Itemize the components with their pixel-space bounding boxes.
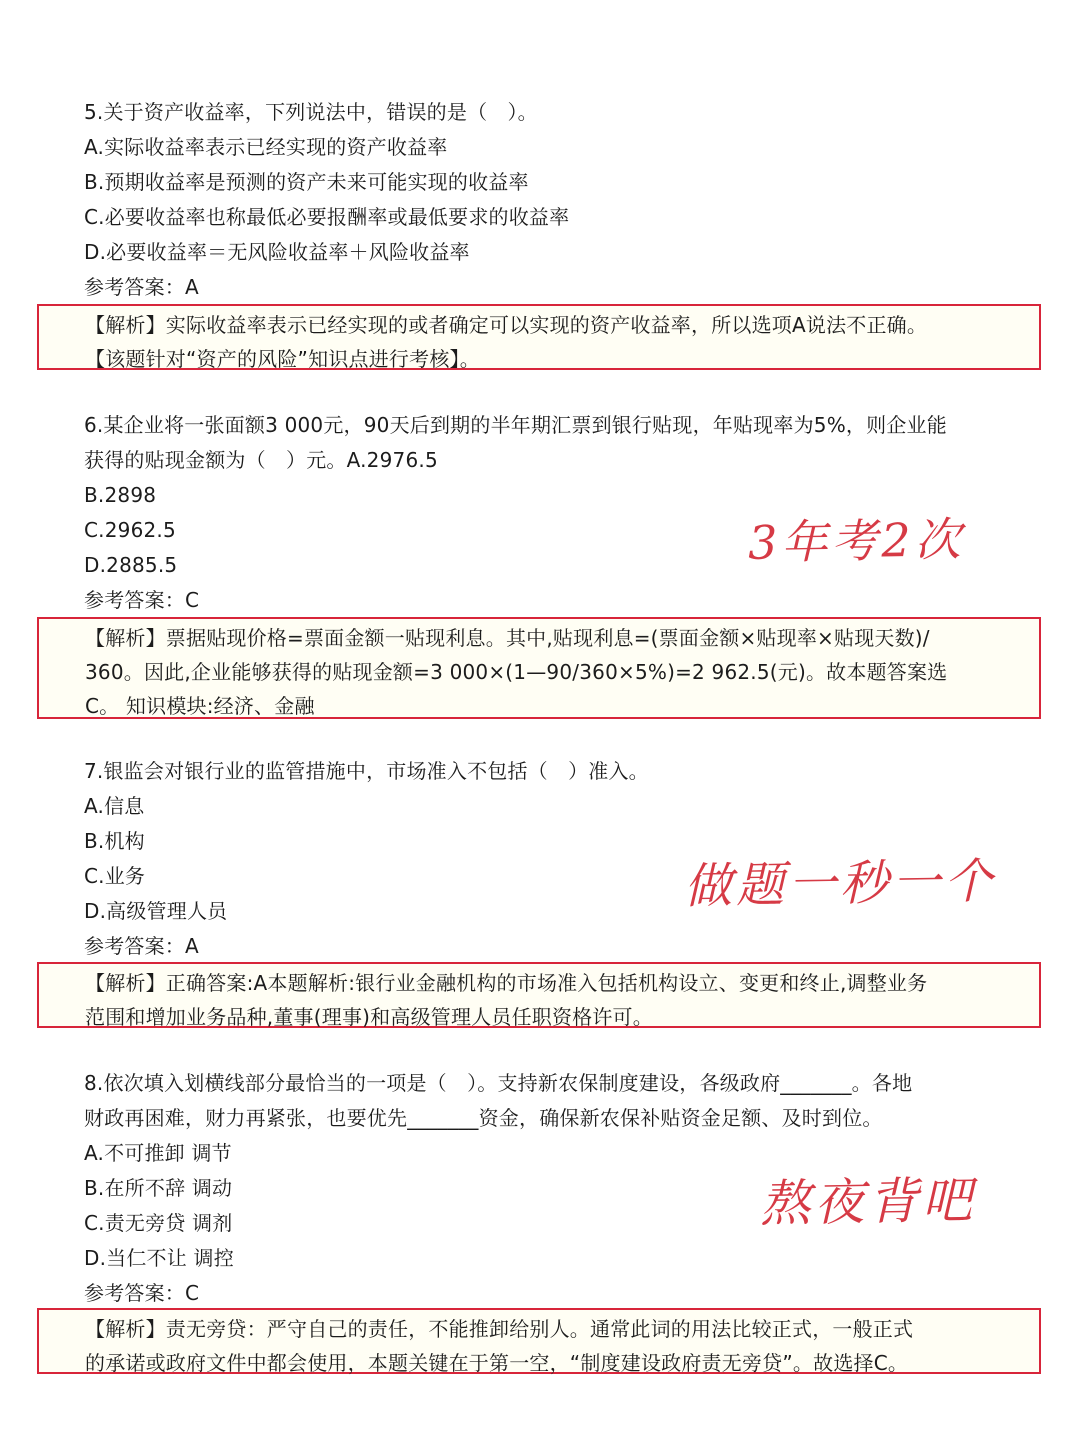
option-b: B.在所不辞 调动 xyxy=(84,1176,233,1200)
analysis-box xyxy=(37,617,1041,719)
question-stem: 6.某企业将一张面额3 000元，90天后到期的半年期汇票到银行贴现，年贴现率为5%，则企业能 xyxy=(84,413,947,437)
analysis-line: 【解析】责无旁贷：严守自己的责任，不能推卸给别人。通常此词的用法比较正式，一般正式 xyxy=(85,1317,914,1341)
question-stem: 5.关于资产收益率，下列说法中，错误的是（ ）。 xyxy=(84,100,538,124)
option-d: D.必要收益率＝无风险收益率＋风险收益率 xyxy=(84,240,470,264)
reference-answer: 参考答案：C xyxy=(84,588,200,612)
reference-answer: 参考答案：A xyxy=(84,934,199,958)
option-c: C.必要收益率也称最低必要报酬率或最低要求的收益率 xyxy=(84,205,570,229)
reference-answer: 参考答案：C xyxy=(84,1281,200,1305)
option-c: C.业务 xyxy=(84,864,146,888)
question-stem: 8.依次填入划横线部分最恰当的一项是（ ）。支持新农保制度建设，各级政府_______。各地 xyxy=(84,1071,913,1095)
analysis-line: 的承诺或政府文件中都会使用，本题关键在于第一空，“制度建设政府责无旁贷”。故选择C。 xyxy=(85,1351,909,1375)
option-c: C.责无旁贷 调剂 xyxy=(84,1211,233,1235)
handwritten-note: 3年考2次 xyxy=(747,512,966,570)
analysis-line: 【该题针对“资产的风险”知识点进行考核】。 xyxy=(85,347,480,371)
option-a: A.不可推卸 调节 xyxy=(84,1141,232,1165)
option-b: B.预期收益率是预测的资产未来可能实现的收益率 xyxy=(84,170,529,194)
analysis-box xyxy=(37,1308,1041,1374)
option-d: D.2885.5 xyxy=(84,553,178,577)
reference-answer: 参考答案：A xyxy=(84,275,199,299)
question-stem: 7.银监会对银行业的监管措施中，市场准入不包括（ ）准入。 xyxy=(84,759,649,783)
option-b: B.机构 xyxy=(84,829,145,853)
option-a: A.信息 xyxy=(84,794,145,818)
analysis-line: 360。因此,企业能够获得的贴现金额=3 000×(1—90/360×5%)=2 962.5(元)。故本题答案选 xyxy=(85,660,948,684)
analysis-box xyxy=(37,962,1041,1028)
analysis-line: C。 知识模块:经济、金融 xyxy=(85,694,315,718)
analysis-line: 【解析】实际收益率表示已经实现的或者确定可以实现的资产收益率，所以选项A说法不正确。 xyxy=(85,313,928,337)
question-5 xyxy=(84,95,1014,305)
analysis-line: 【解析】正确答案:A本题解析:银行业金融机构的市场准入包括机构设立、变更和终止,调整业务 xyxy=(85,971,928,995)
option-a: A.实际收益率表示已经实现的资产收益率 xyxy=(84,135,448,159)
analysis-box xyxy=(37,304,1041,370)
analysis-line: 范围和增加业务品种,董事(理事)和高级管理人员任职资格许可。 xyxy=(85,1005,653,1029)
option-c: C.2962.5 xyxy=(84,518,176,542)
option-d: D.当仁不让 调控 xyxy=(84,1246,234,1270)
question-stem: 获得的贴现金额为（ ）元。A.2976.5 xyxy=(84,448,438,472)
question-stem: 财政再困难，财力再紧张，也要优先_______资金，确保新农保补贴资金足额、及时到位。 xyxy=(84,1106,883,1130)
option-d: D.高级管理人员 xyxy=(84,899,228,923)
handwritten-note: 做题一秒一个 xyxy=(683,853,997,915)
handwritten-note: 熬夜背吧 xyxy=(759,1171,977,1233)
analysis-line: 【解析】票据贴现价格=票面金额一贴现利息。其中,贴现利息=(票面金额×贴现率×贴现天数)/ xyxy=(85,626,930,650)
option-b: B.2898 xyxy=(84,483,157,507)
